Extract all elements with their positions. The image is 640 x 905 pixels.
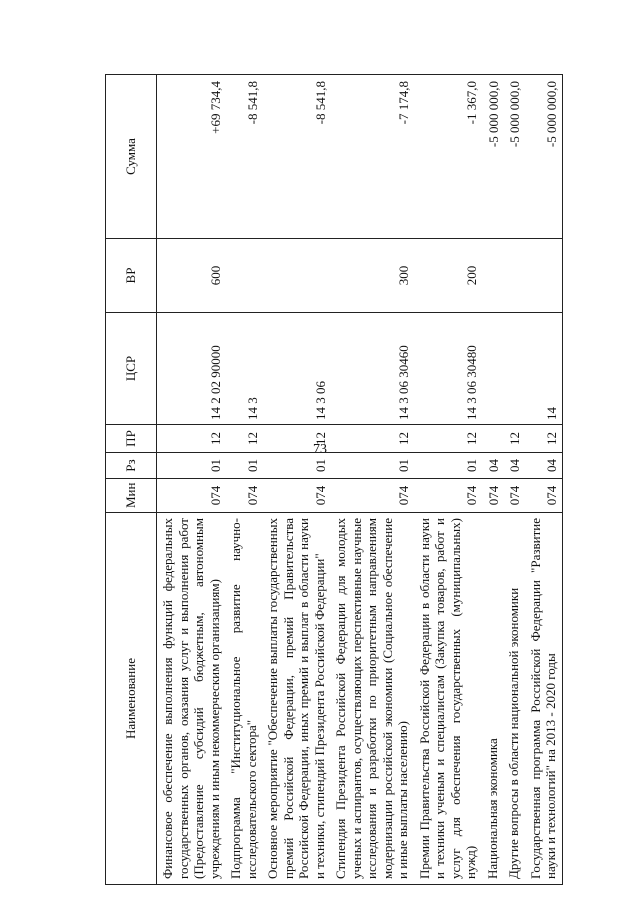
row-vr: 200 bbox=[414, 239, 482, 313]
row-csr: 14 2 02 90000 bbox=[157, 313, 226, 425]
row-rz: 01 bbox=[225, 453, 262, 479]
table-row bbox=[330, 75, 414, 885]
row-pr: 12 bbox=[414, 425, 482, 453]
row-sum: -1 367,0 bbox=[414, 75, 482, 239]
row-name: Национальная экономика bbox=[482, 513, 504, 885]
table-row bbox=[482, 75, 504, 885]
row-vr: 600 bbox=[157, 239, 226, 313]
row-csr: 14 3 bbox=[225, 313, 262, 425]
row-vr bbox=[525, 239, 563, 313]
table-row bbox=[525, 75, 563, 885]
table-row bbox=[225, 75, 262, 885]
row-name: Подпрограмма "Институциональное развитие научно-исследовательского сектора" bbox=[225, 513, 262, 885]
row-name: Стипендия Президента Российской Федерации для молодых ученых и аспирантов, осуществляющих перспективные научные исследования и разработки по приоритетным направлениям модернизации российской экономики (Социальное обеспечение и иные выплаты населению) bbox=[330, 513, 414, 885]
row-min: 074 bbox=[482, 479, 504, 513]
row-csr: 14 bbox=[525, 313, 563, 425]
row-sum: -5 000 000,0 bbox=[482, 75, 504, 239]
row-name: Государственная программа Российской Федерации "Развитие науки и технологий" на 2013 - 2020 годы bbox=[525, 513, 563, 885]
row-sum: -5 000 000,0 bbox=[503, 75, 525, 239]
row-csr: 14 3 06 30480 bbox=[414, 313, 482, 425]
row-pr: 12 bbox=[157, 425, 226, 453]
row-name: Основное мероприятие "Обеспечение выплаты государственных премий Российской Федерации, премий Правительства Российской Федерации, иных премий и выплат в области науки и техники, стипендий Президента Российской Федерации" bbox=[262, 513, 330, 885]
row-rz: 01 bbox=[157, 453, 226, 479]
row-vr bbox=[482, 239, 504, 313]
budget-table bbox=[105, 74, 563, 885]
row-csr: 14 3 06 30460 bbox=[330, 313, 414, 425]
table-header-row bbox=[106, 75, 157, 885]
row-vr: 300 bbox=[330, 239, 414, 313]
row-min: 074 bbox=[525, 479, 563, 513]
row-sum: -8 541,8 bbox=[225, 75, 262, 239]
row-rz: 01 bbox=[330, 453, 414, 479]
budget-table-rotated bbox=[105, 75, 585, 885]
table-row bbox=[414, 75, 482, 885]
row-min: 074 bbox=[414, 479, 482, 513]
row-csr bbox=[482, 313, 504, 425]
row-pr: 12 bbox=[225, 425, 262, 453]
row-vr bbox=[503, 239, 525, 313]
header-min: Мин bbox=[106, 479, 157, 513]
row-csr: 14 3 06 bbox=[262, 313, 330, 425]
table-row bbox=[262, 75, 330, 885]
page-number: 73 bbox=[313, 442, 327, 457]
row-name: Финансовое обеспечение выполнения функций федеральных государственных органов, оказания услуг и выполнения работ (Предоставление субсидий бюджетным, автономным учреждениям и иным некоммерческим организациям) bbox=[157, 513, 226, 885]
row-min: 074 bbox=[503, 479, 525, 513]
row-rz: 04 bbox=[525, 453, 563, 479]
row-vr bbox=[225, 239, 262, 313]
row-pr: 12 bbox=[525, 425, 563, 453]
header-csr: ЦСР bbox=[106, 313, 157, 425]
header-pr: ПР bbox=[106, 425, 157, 453]
header-vr: ВР bbox=[106, 239, 157, 313]
row-sum: -7 174,8 bbox=[330, 75, 414, 239]
header-name: Наименование bbox=[106, 513, 157, 885]
row-vr bbox=[262, 239, 330, 313]
row-rz: 04 bbox=[482, 453, 504, 479]
row-rz: 01 bbox=[262, 453, 330, 479]
row-rz: 04 bbox=[503, 453, 525, 479]
row-sum: -8 541,8 bbox=[262, 75, 330, 239]
row-min: 074 bbox=[225, 479, 262, 513]
table-row bbox=[157, 75, 226, 885]
row-min: 074 bbox=[262, 479, 330, 513]
row-min: 074 bbox=[330, 479, 414, 513]
row-name: Премии Правительства Российской Федерации в области науки и техники ученым и специалистам (Закупка товаров, работ и услуг для обеспечения государственных (муниципальных) нужд) bbox=[414, 513, 482, 885]
table-row bbox=[503, 75, 525, 885]
row-name: Другие вопросы в области национальной экономики bbox=[503, 513, 525, 885]
row-sum: -5 000 000,0 bbox=[525, 75, 563, 239]
row-min: 074 bbox=[157, 479, 226, 513]
row-csr bbox=[503, 313, 525, 425]
row-sum: +69 734,4 bbox=[157, 75, 226, 239]
row-pr: 12 bbox=[262, 425, 330, 453]
header-rz: Рз bbox=[106, 453, 157, 479]
row-pr bbox=[482, 425, 504, 453]
row-pr: 12 bbox=[330, 425, 414, 453]
row-rz: 01 bbox=[414, 453, 482, 479]
header-sum: Сумма bbox=[106, 75, 157, 239]
row-pr: 12 bbox=[503, 425, 525, 453]
